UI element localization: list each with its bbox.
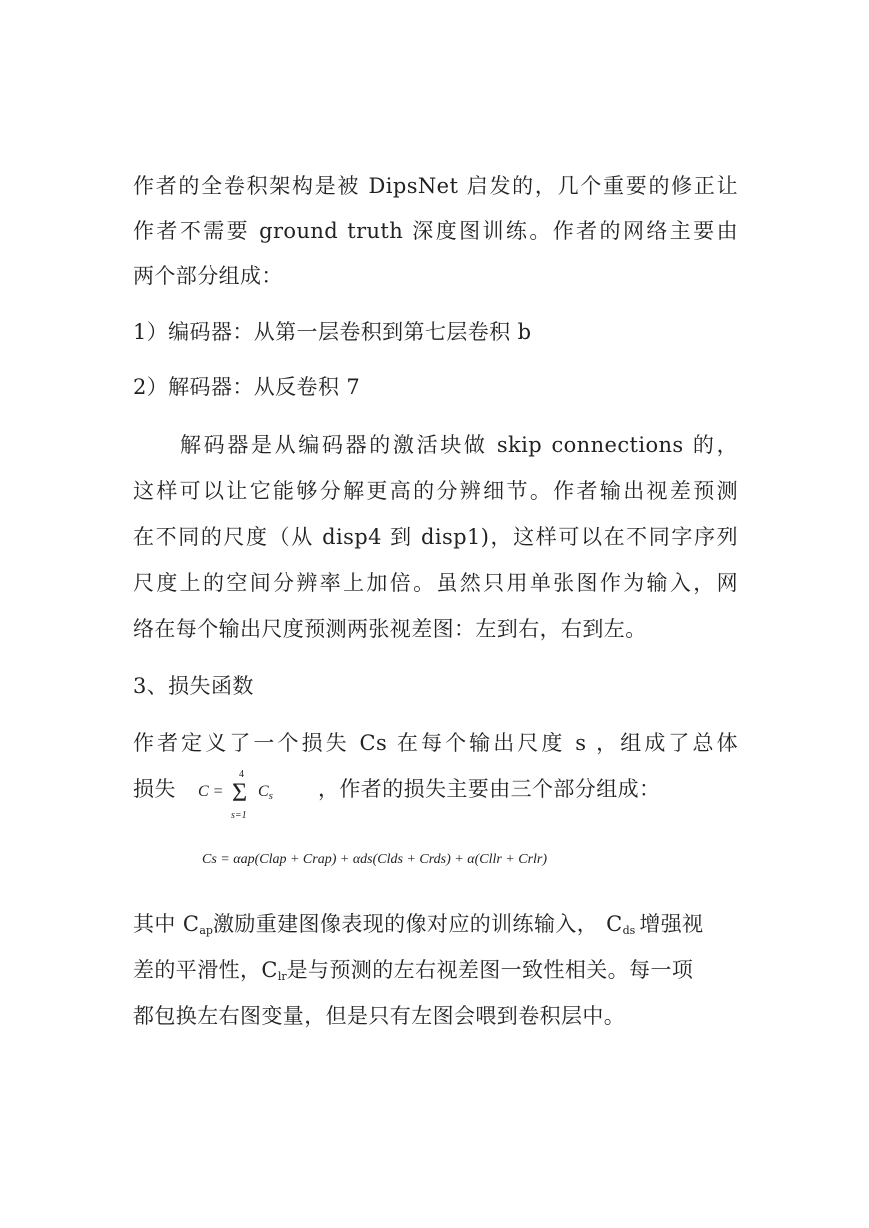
item1-text: 1）编码器：从第一层卷积到第七层卷积 b: [133, 320, 532, 344]
p3-line2-prefix: 损失: [133, 777, 176, 801]
list-item-encoder: [133, 318, 738, 346]
p3-line2-suffix: ，作者的损失主要由三个部分组成：: [318, 777, 661, 801]
formula-total-lhs: C =: [198, 783, 224, 800]
p1-line1-text: 作者的全卷积架构是被 DipsNet 启发的，几个重要的修正让: [133, 174, 738, 198]
p4-line1-b: 激励重建图像表现的像对应的训练输入，: [212, 912, 599, 936]
p4-line2-sub: lr: [277, 970, 287, 983]
formula-loss-components: [202, 846, 592, 874]
paragraph-4-line-2: [133, 956, 738, 991]
p4-line2-b: 是与预测的左右视差图一致性相关。每一项: [286, 958, 694, 982]
formula-total-sigma: Σ: [232, 778, 248, 807]
formula-total-loss: [198, 769, 278, 832]
paragraph-3-line-1: [133, 729, 738, 757]
paragraph-1-line-2: [133, 217, 738, 245]
formula-total-term-sub: s: [268, 790, 273, 802]
p4-line1-c: C: [606, 912, 623, 936]
p2-line2-text: 这样可以让它能够分解更高的分辨细节。作者输出视差预测: [133, 479, 738, 503]
p1-line2-text: 作者不需要 ground truth 深度图训练。作者的网络主要由: [133, 219, 738, 243]
p4-line3-text: 都包换左右图变量，但是只有左图会喂到卷积层中。: [133, 1004, 626, 1028]
paragraph-3-line-2-suffix: [318, 775, 738, 803]
paragraph-2-line-2: [133, 477, 738, 505]
heading3-text: 3、损失函数: [133, 674, 254, 698]
formula-total-term-c: C: [258, 783, 269, 800]
paragraph-2-line-1: [180, 431, 738, 459]
formula-main-text: Cs = αap(Clap + Crap) + αds(Clds + Crds) + α(Cllr + Crlr): [202, 852, 548, 867]
paragraph-4-line-3: [133, 1002, 738, 1030]
list-item-decoder: [133, 373, 738, 401]
p1-line3-text: 两个部分组成：: [133, 264, 283, 288]
p4-line1-sub1: ap: [199, 924, 213, 937]
paragraph-2-line-3: [133, 523, 738, 551]
p2-line1-text: 解码器是从编码器的激活块做 skip connections 的，: [180, 433, 738, 457]
p4-line1-d: 增强视: [639, 912, 704, 936]
p4-line1-a: 其中 C: [133, 912, 200, 936]
formula-total-upper: 4: [239, 769, 244, 780]
item2-text: 2）解码器：从反卷积 7: [133, 375, 361, 399]
paragraph-1-line-1: [133, 172, 738, 200]
p2-line3-text: 在不同的尺度（从 disp4 到 disp1)，这样可以在不同字序列: [133, 525, 738, 549]
p4-line1-sub2: ds: [622, 924, 636, 937]
paragraph-2-line-4: [133, 569, 738, 597]
p2-line5-text: 络在每个输出尺度预测两张视差图：左到右，右到左。: [133, 617, 647, 641]
formula-total-term: [258, 783, 273, 802]
p2-line4-text: 尺度上的空间分辨率上加倍。虽然只用单张图作为输入，网: [133, 571, 738, 595]
p3-line1-text: 作者定义了一个损失 Cs 在每个输出尺度 s ，组成了总体: [133, 731, 738, 755]
paragraph-2-line-5: [133, 615, 738, 643]
section-heading-loss-function: [133, 672, 738, 700]
paragraph-1-line-3: [133, 262, 738, 290]
formula-total-lower: s=1: [231, 810, 247, 821]
p4-line2-a: 差的平滑性，C: [133, 958, 278, 982]
paragraph-4-line-1: [133, 910, 738, 945]
